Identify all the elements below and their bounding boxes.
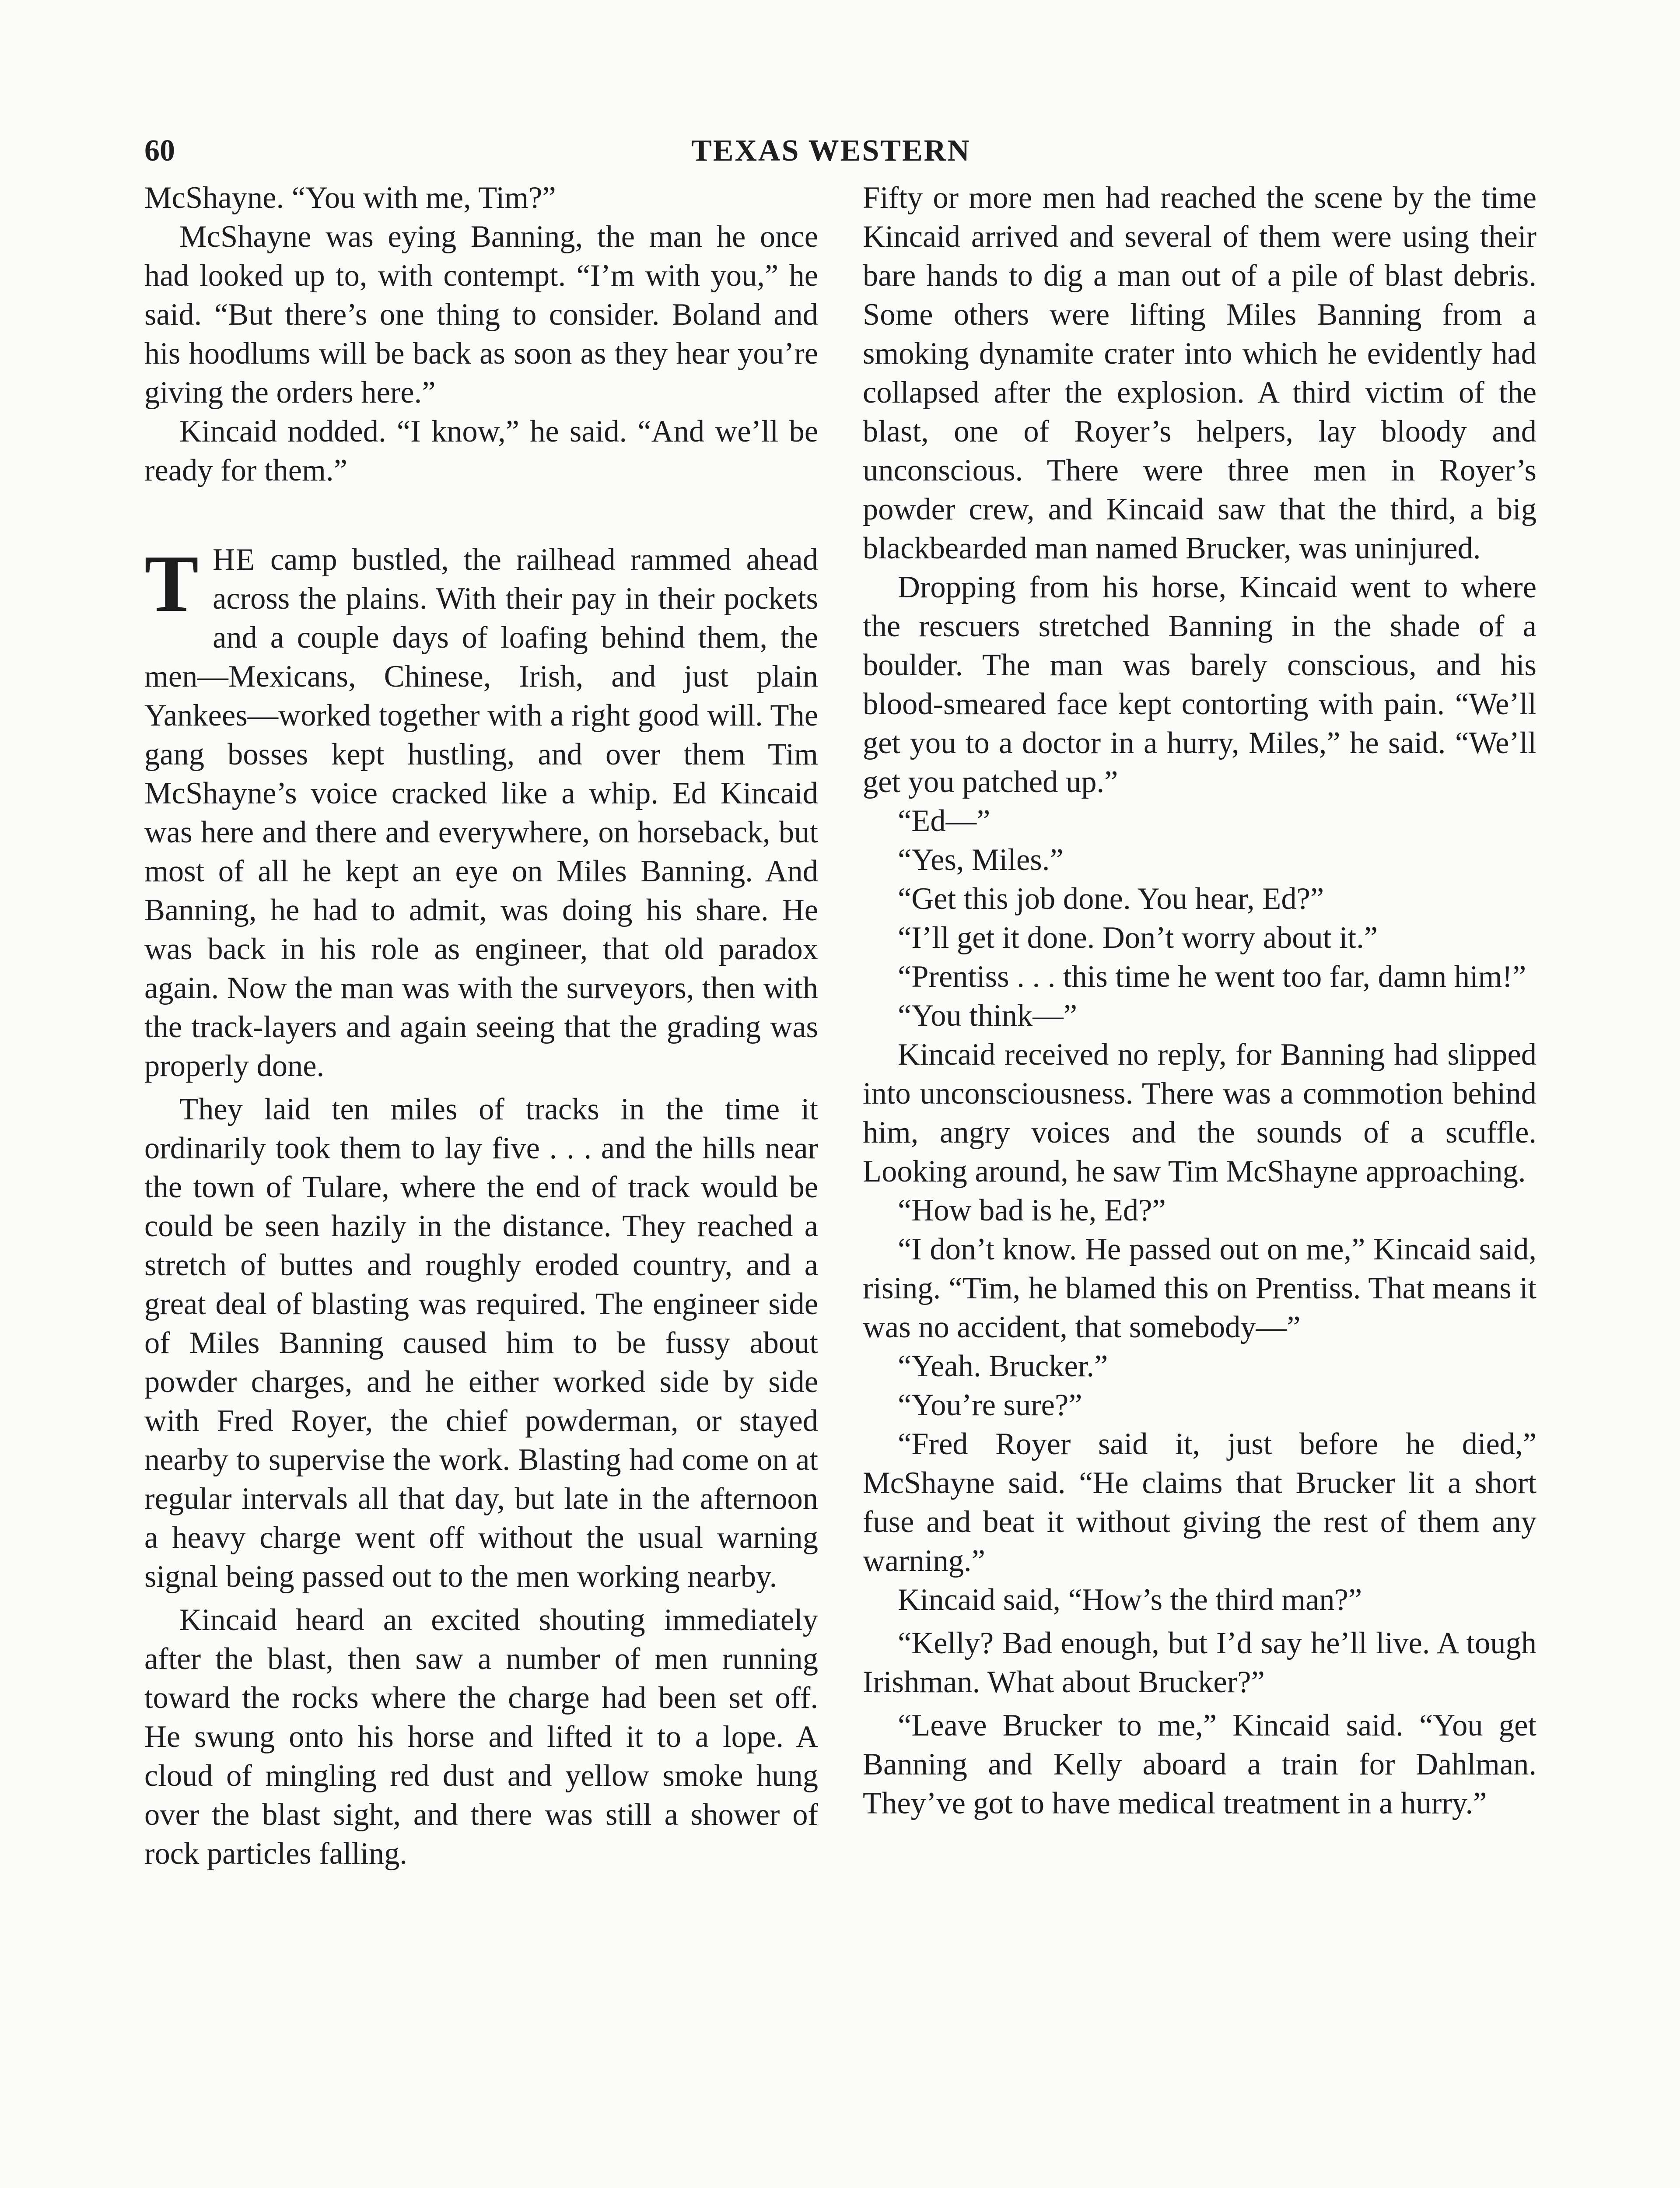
- paragraph: “You’re sure?”: [898, 1388, 1082, 1422]
- paragraph: “How bad is he, Ed?”: [898, 1193, 1166, 1227]
- paragraph: Kincaid received no reply, for Banning had slipped into unconsciousness. There was a commotion behind him, angry voices and the sounds of a scuffle. Looking around, he saw Tim McShayne approaching.: [863, 1038, 1536, 1189]
- paragraph: Kincaid nodded. “I know,” he said. “And we’ll be ready for them.”: [144, 414, 818, 487]
- section-lead-word: HE: [213, 543, 256, 577]
- paragraph: Fifty or more men had reached the scene by the time Kincaid arrived and several of them were using their bare hands to dig a man out of a pile of blast debris. Some others were lifting Miles Banning from a smoking dynamite crater into which he evidently had collapsed after the explosion. A third victim of the blast, one of Royer’s helpers, lay bloody and unconscious. There were three men in Royer’s powder crew, and Kincaid saw that the third, a big blackbearded man named Brucker, was uninjured.: [863, 181, 1536, 565]
- running-head: TEXAS WESTERN: [691, 134, 971, 168]
- drop-cap: T: [144, 539, 199, 629]
- paragraph: McShayne was eying Banning, the man he once had looked up to, with contempt. “I’m with you,” he said. “But there’s one thing to consider. Boland and his hoodlums will be back as soon as they hear you’re giving the orders here.”: [144, 220, 818, 410]
- paragraph: “Yeah. Brucker.”: [898, 1349, 1108, 1383]
- paragraph: “Leave Brucker to me,” Kincaid said. “You get Banning and Kelly aboard a train for Dahlman. They’ve got to have medical treatment in a hurry.”: [863, 1708, 1536, 1820]
- paragraph: McShayne. “You with me, Tim?”: [144, 181, 556, 215]
- paragraph: “Get this job done. You hear, Ed?”: [898, 882, 1324, 916]
- paragraph: Kincaid heard an excited shouting immediately after the blast, then saw a number of men running toward the rocks where the charge had been set off. He swung onto his horse and lifted it to a lope. A cloud of mingling red dust and yellow smoke hung over the blast sight, and there was still a shower of rock particles falling.: [144, 1603, 818, 1871]
- paragraph: “You think—”: [898, 999, 1077, 1033]
- paragraph: “Fred Royer said it, just before he died,” McShayne said. “He claims that Brucker lit a short fuse and beat it without giving the rest of them any warning.”: [863, 1427, 1536, 1578]
- page-header: [144, 131, 1536, 179]
- paragraph-text: camp bustled, the railhead rammed ahead across the plains. With their pay in their pockets and a couple days of loafing behind them, the men—Mexicans, Chinese, Irish, and just plain Yankees—worked together with a right good will. The gang bosses kept hustling, and over them Tim McShayne’s voice cracked like a whip. Ed Kincaid was here and there and everywhere, on horseback, but most of all he kept an eye on Miles Banning. And Banning, he had to admit, was doing his share. He was back in his role as engineer, that old paradox again. Now the man was with the surveyors, then with the track-layers and again seeing that the grading was properly done.: [144, 543, 818, 1083]
- paragraph: “I don’t know. He passed out on me,” Kincaid said, rising. “Tim, he blamed this on Prentiss. That means it was no accident, that somebody—”: [863, 1232, 1536, 1344]
- left-column: [144, 179, 818, 1873]
- paragraph: “Kelly? Bad enough, but I’d say he’ll live. A tough Irishman. What about Brucker?”: [863, 1626, 1536, 1699]
- paragraph: Kincaid said, “How’s the third man?”: [898, 1583, 1362, 1617]
- paragraph: Dropping from his horse, Kincaid went to where the rescuers stretched Banning in the shade of a boulder. The man was barely conscious, and his blood-smeared face kept contorting with pain. “We’ll get you to a doctor in a hurry, Miles,” he said. “We’ll get you patched up.”: [863, 570, 1536, 799]
- page-number: 60: [144, 134, 175, 168]
- paragraph: They laid ten miles of tracks in the time it ordinarily took them to lay five . . . and the hills near the town of Tulare, where the end of track would be could be seen hazily in the distance. They reached a stretch of buttes and roughly eroded country, and a great deal of blasting was required. The engineer side of Miles Banning caused him to be fussy about powder charges, and he either worked side by side with Fred Royer, the chief powderman, or stayed nearby to supervise the work. Blasting had come on at regular intervals all that day, but late in the afternoon a heavy charge went off without the usual warning signal being passed out to the men working nearby.: [144, 1092, 818, 1594]
- paragraph: “Ed—”: [898, 804, 990, 838]
- paragraph: “Prentiss . . . this time he went too far, damn him!”: [898, 960, 1526, 994]
- paragraph: “I’ll get it done. Don’t worry about it.”: [898, 921, 1378, 955]
- paragraph: “Yes, Miles.”: [898, 843, 1064, 877]
- right-column: [863, 179, 1536, 1823]
- section-opening-paragraph: [144, 540, 818, 1086]
